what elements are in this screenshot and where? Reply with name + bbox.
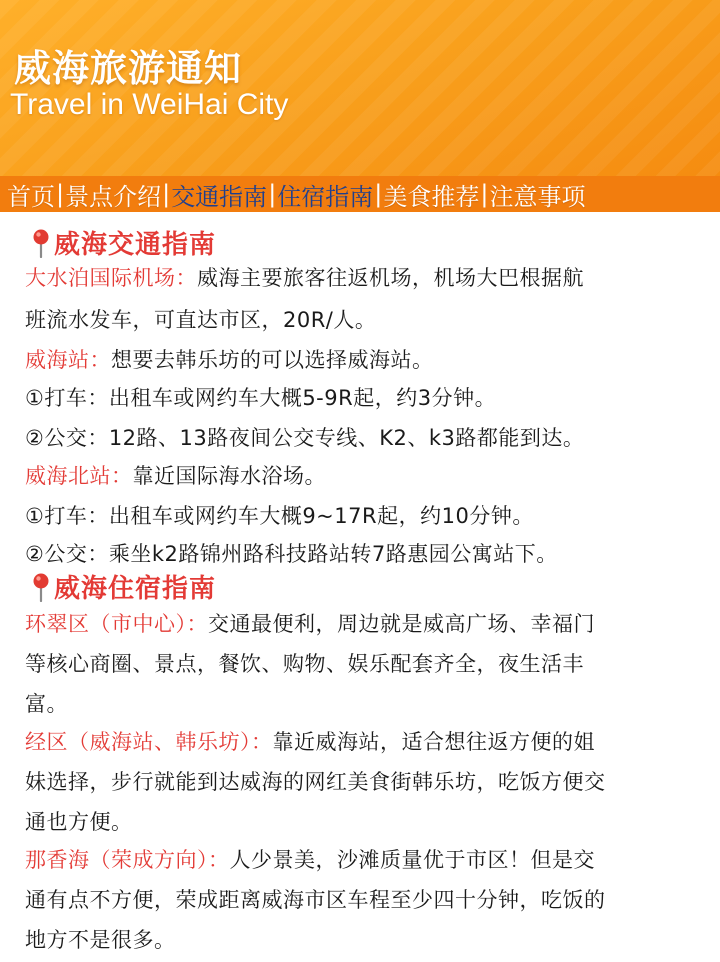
district-huancui-line xyxy=(25,608,595,638)
district-huancui-text-cont: 等核心商圈、景点，餐饮、购物、娱乐配套齐全，夜生活丰 xyxy=(25,652,584,676)
north-bus-line: ②公交：乘坐k2路锦州路科技路站转7路惠园公寓站下。 xyxy=(25,542,558,566)
district-naxianghai-text-cont: 通有点不方便，荣成距离威海市区车程至少四十分钟，吃饭的 xyxy=(25,888,606,912)
airport-text: 威海主要旅客往返机场，机场大巴根据航 xyxy=(197,266,584,290)
map-pin-icon xyxy=(30,228,52,258)
north-station-line xyxy=(25,460,326,490)
nav-item-notes[interactable]: 注意事项 xyxy=(489,182,586,211)
district-jingqu-label: 经区（威海站、韩乐坊）： xyxy=(25,730,273,754)
nav-item-attractions[interactable]: 景点介绍 xyxy=(65,182,162,211)
district-jingqu-line xyxy=(25,726,595,756)
nav-separator: | xyxy=(162,180,171,208)
section-title-text: 威海交通指南 xyxy=(54,230,217,260)
section-title-lodging xyxy=(30,568,216,605)
north-taxi-line: ①打车：出租车或网约车大概9~17R起，约10分钟。 xyxy=(25,504,534,528)
nav-separator: | xyxy=(268,180,277,208)
district-huancui-text-end: 富。 xyxy=(25,692,68,716)
nav-item-lodging[interactable]: 住宿指南 xyxy=(277,182,374,211)
station-text: 想要去韩乐坊的可以选择威海站。 xyxy=(111,348,434,372)
north-station-text: 靠近国际海水浴场。 xyxy=(132,464,326,488)
district-huancui-label: 环翠区（市中心）： xyxy=(25,612,208,636)
page-subtitle: Travel in WeiHai City xyxy=(10,88,289,121)
nav-separator: | xyxy=(374,180,383,208)
page-title: 威海旅游通知 xyxy=(14,47,242,90)
nav-item-home[interactable]: 首页 xyxy=(7,182,55,211)
district-jingqu-text-end: 通也方便。 xyxy=(25,810,133,834)
nav-item-transport[interactable]: 交通指南 xyxy=(171,182,268,211)
airport-line xyxy=(25,262,584,292)
nav-item-food[interactable]: 美食推荐 xyxy=(383,182,480,211)
nav-bar xyxy=(0,176,720,212)
station-label: 威海站： xyxy=(25,348,111,372)
section-title-transport xyxy=(30,224,216,261)
header-banner xyxy=(0,0,720,176)
district-naxianghai-label: 那香海（荣成方向）： xyxy=(25,848,230,872)
district-jingqu-text-cont: 妹选择，步行就能到达威海的网红美食街韩乐坊，吃饭方便交 xyxy=(25,770,606,794)
airport-label: 大水泊国际机场： xyxy=(25,266,197,290)
station-line xyxy=(25,344,434,374)
section-title-text: 威海住宿指南 xyxy=(54,574,217,604)
airport-text-cont: 班流水发车，可直达市区，20R/人。 xyxy=(25,308,377,332)
station-taxi-line: ①打车：出租车或网约车大概5-9R起，约3分钟。 xyxy=(25,386,497,410)
station-bus-line: ②公交：12路、13路夜间公交专线、K2、k3路都能到达。 xyxy=(25,426,585,450)
nav-separator: | xyxy=(480,180,489,208)
district-naxianghai-text: 人少景美，沙滩质量优于市区！但是交 xyxy=(229,848,595,872)
nav-separator: | xyxy=(56,180,65,208)
district-naxianghai-text-end: 地方不是很多。 xyxy=(25,928,176,952)
district-huancui-text: 交通最便利，周边就是威高广场、幸福门 xyxy=(208,612,595,636)
district-naxianghai-line xyxy=(25,844,595,874)
map-pin-icon xyxy=(30,572,52,602)
north-station-label: 威海北站： xyxy=(25,464,133,488)
district-jingqu-text: 靠近威海站，适合想往返方便的姐 xyxy=(272,730,595,754)
